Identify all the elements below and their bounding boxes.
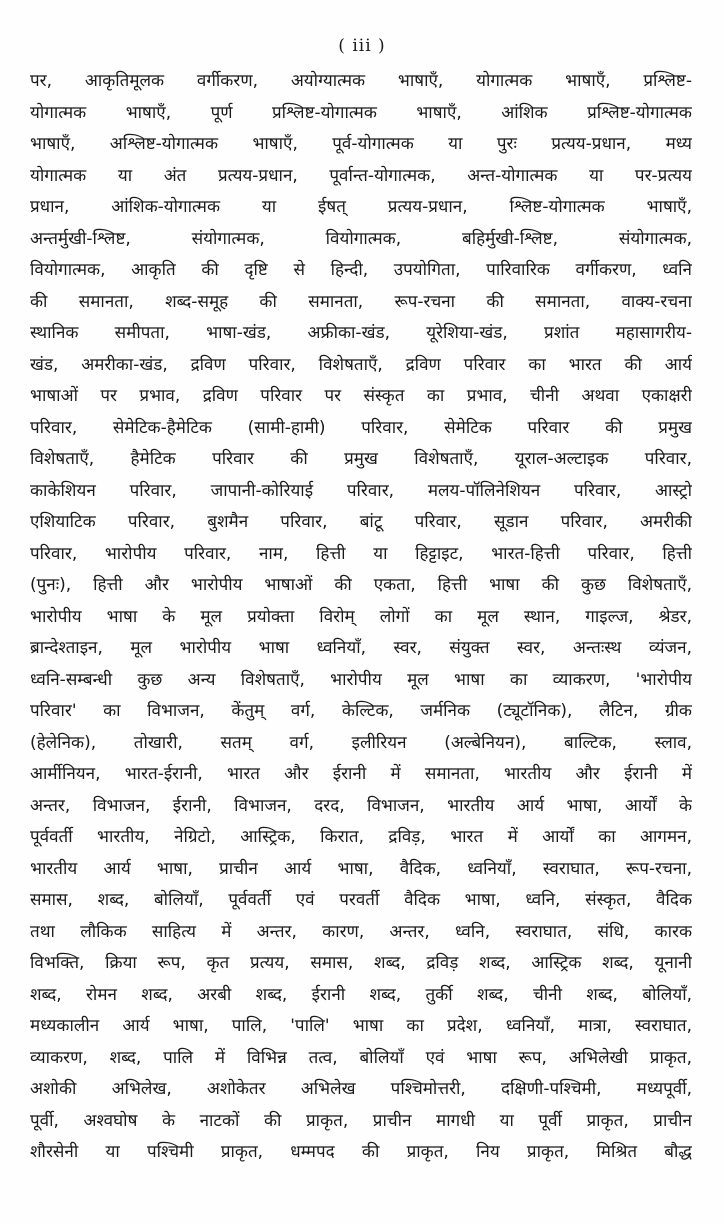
- text-line: पूर्वी, अश्वघोष के नाटकों की प्राकृत, प्राचीन मागधी या पूर्वी प्राकृत, प्राचीन: [30, 1110, 692, 1131]
- text-line: समास, शब्द, बोलियाँ, पूर्ववर्ती एवं परवर्ती वैदिक भाषा, ध्वनि, संस्कृत, वैदिक: [30, 890, 692, 910]
- text-line: एशियाटिक परिवार, बुशमैन परिवार, बांटू परिवार, सूडान परिवार, अमरीकी: [30, 512, 692, 532]
- text-line: योगात्मक भाषाएँ, पूर्ण प्रश्लिष्ट-योगात्मक भाषाएँ, आंशिक प्रश्लिष्ट-योगात्मक: [30, 102, 692, 123]
- text-line: अन्तर, विभाजन, ईरानी, विभाजन, दरद, विभाजन, भारतीय आर्य भाषा, आर्यों के: [30, 795, 692, 816]
- text-line: विभक्ति, क्रिया रूप, कृत प्रत्यय, समास, शब्द, द्रविड़ शब्द, आस्ट्रिक शब्द, यूनानी: [30, 953, 692, 973]
- text-line: वियोगात्मक, आकृति की दृष्टि से हिन्दी, उपयोगिता, पारिवारिक वर्गीकरण, ध्वनि: [30, 260, 692, 280]
- page-number: ( iii ): [338, 36, 386, 56]
- contents-text-block: [30, 66, 692, 1169]
- text-line: ध्वनि-सम्बन्धी कुछ अन्य विशेषताएँ, भारोपीय मूल भाषा का व्याकरण, 'भारोपीय: [30, 669, 692, 690]
- text-line: की समानता, शब्द-समूह की समानता, रूप-रचना की समानता, वाक्य-रचना: [30, 291, 692, 312]
- text-line: भाषाएँ, अश्लिष्ट-योगात्मक भाषाएँ, पूर्व-योगात्मक या पुरः प्रत्यय-प्रधान, मध्य: [30, 134, 692, 154]
- text-line: प्रधान, आंशिक-योगात्मक या ईषत् प्रत्यय-प्रधान, श्लिष्ट-योगात्मक भाषाएँ,: [30, 197, 692, 217]
- text-line: खंड, अमरीका-खंड, द्रविण परिवार, विशेषताएँ, द्रविण परिवार का भारत की आर्य: [30, 354, 692, 375]
- text-line: भाषाओं पर प्रभाव, द्रविण परिवार पर संस्कृत का प्रभाव, चीनी अथवा एकाक्षरी: [30, 386, 692, 406]
- text-line: तथा लौकिक साहित्य में अन्तर, कारण, अन्तर, ध्वनि, स्वराघात, संधि, कारक: [30, 921, 692, 942]
- text-line: ब्रान्देश्ताइन, मूल भारोपीय भाषा ध्वनियाँ, स्वर, संयुक्त स्वर, अन्तःस्थ व्यंजन,: [30, 638, 692, 658]
- text-line: परिवार, भारोपीय परिवार, नाम, हित्ती या हिट्टाइट, भारत-हित्ती परिवार, हित्ती: [30, 543, 692, 564]
- text-line: अशोकी अभिलेख, अशोकेतर अभिलेख पश्चिमोत्तरी, दक्षिणी-पश्चिमी, मध्यपूर्वी,: [30, 1079, 692, 1099]
- text-line: भारोपीय भाषा के मूल प्रयोक्ता विरोम् लोगों का मूल स्थान, गाइल्ज, श्रेडर,: [30, 606, 692, 627]
- text-line: (पुनः), हित्ती और भारोपीय भाषाओं की एकता, हित्ती भाषा की कुछ विशेषताएँ,: [30, 575, 692, 595]
- text-line: परिवार' का विभाजन, केंतुम् वर्ग, केल्टिक, जर्मनिक (ट्यूटॉनिक), लैटिन, ग्रीक: [30, 701, 692, 721]
- text-line: स्थानिक समीपता, भाषा-खंड, अफ्रीका-खंड, यूरेशिया-खंड, प्रशांत महासागरीय-: [30, 323, 692, 343]
- text-line: भारतीय आर्य भाषा, प्राचीन आर्य भाषा, वैदिक, ध्वनियाँ, स्वराघात, रूप-रचना,: [30, 858, 692, 879]
- text-line: व्याकरण, शब्द, पालि में विभिन्न तत्व, बोलियाँ एवं भाषा रूप, अभिलेखी प्राकृत,: [30, 1047, 692, 1068]
- text-line: योगात्मक या अंत प्रत्यय-प्रधान, पूर्वान्त-योगात्मक, अन्त-योगात्मक या पर-प्रत्यय: [30, 165, 692, 186]
- text-line: आर्मीनियन, भारत-ईरानी, भारत और ईरानी में समानता, भारतीय और ईरानी में: [30, 764, 692, 784]
- text-line: शौरसेनी या पश्चिमी प्राकृत, धम्मपद की प्राकृत, निय प्राकृत, मिश्रित बौद्ध: [30, 1142, 692, 1162]
- text-line: मध्यकालीन आर्य भाषा, पालि, 'पालि' भाषा का प्रदेश, ध्वनियाँ, मात्रा, स्वराघात,: [30, 1016, 692, 1036]
- text-line: अन्तर्मुखी-श्लिष्ट, संयोगात्मक, वियोगात्मक, बहिर्मुखी-श्लिष्ट, संयोगात्मक,: [30, 228, 692, 249]
- text-line: विशेषताएँ, हैमेटिक परिवार की प्रमुख विशेषताएँ, यूराल-अल्टाइक परिवार,: [30, 449, 692, 469]
- text-line: पूर्ववर्ती भारतीय, नेग्रिटो, आस्ट्रिक, किरात, द्रविड़, भारत में आर्यों का आगमन,: [30, 827, 692, 847]
- text-line: (हेलेनिक), तोखारी, सतम् वर्ग, इलीरियन (अल्बेनियन), बाल्टिक, स्लाव,: [30, 732, 692, 753]
- text-line: परिवार, सेमेटिक-हैमेटिक (सामी-हामी) परिवार, सेमेटिक परिवार की प्रमुख: [30, 417, 692, 438]
- text-line: काकेशियन परिवार, जापानी-कोरियाई परिवार, मलय-पॉलिनेशियन परिवार, आस्ट्रो: [30, 480, 692, 501]
- text-line: शब्द, रोमन शब्द, अरबी शब्द, ईरानी शब्द, तुर्की शब्द, चीनी शब्द, बोलियाँ,: [30, 984, 692, 1005]
- text-line: पर, आकृतिमूलक वर्गीकरण, अयोग्यात्मक भाषाएँ, योगात्मक भाषाएँ, प्रश्लिष्ट-: [30, 71, 692, 91]
